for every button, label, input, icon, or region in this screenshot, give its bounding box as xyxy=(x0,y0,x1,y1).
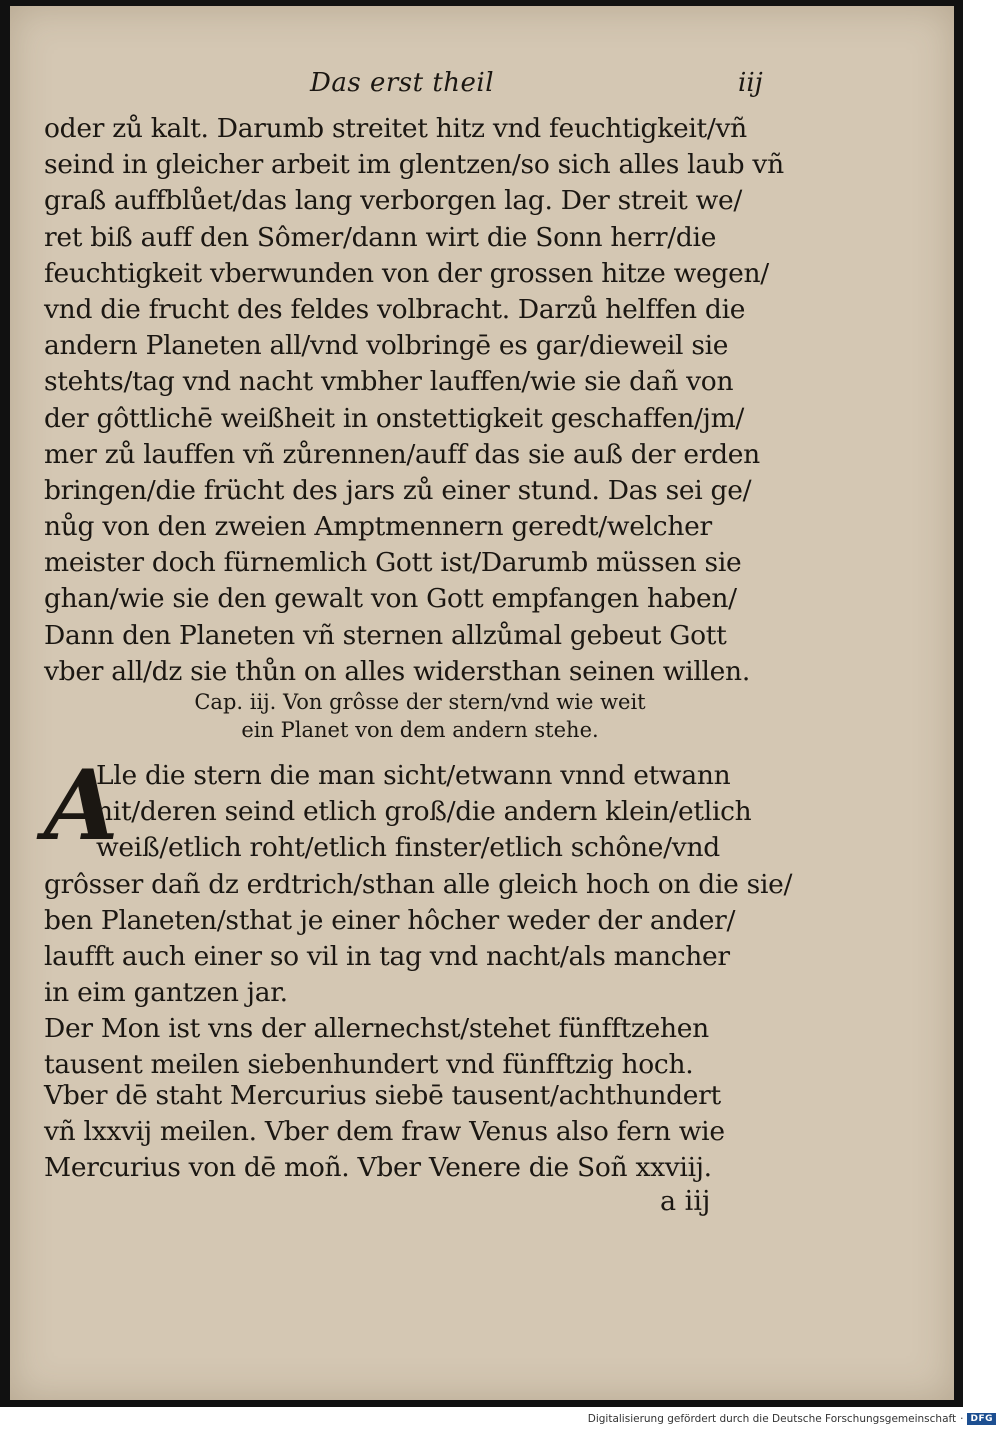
text-line: bringen/die frücht des jars zů einer stund. Das sei ge∕ xyxy=(44,474,752,506)
text-line: tausent meilen siebenhundert vnd fünfftzig hoch. xyxy=(44,1049,694,1081)
text-line: meister doch fürnemlich Gott ist/Darumb müssen sie xyxy=(44,547,742,579)
book-page xyxy=(10,6,954,1400)
text-line: nůg von den zweien Amptmennern geredt/welcher xyxy=(44,511,712,543)
text-line: feuchtigkeit vberwunden von der grossen hitze wegen/ xyxy=(44,257,769,289)
footer-credit: Digitalisierung gefördert durch die Deutsche Forschungsgemeinschaft xyxy=(587,1413,957,1425)
text-line: vnd die frucht des feldes volbracht. Darzů helffen die xyxy=(44,293,746,325)
text-line: ben Planeten/sthat je einer hôcher weder der ander/ xyxy=(44,904,736,936)
text-line: andern Planeten all/vnd volbringē es gar/dieweil sie xyxy=(44,330,729,362)
text-line: ghan/wie sie den gewalt von Gott empfangen haben/ xyxy=(44,583,737,615)
text-line: weiß/etlich roht/etlich finster/etlich schône/vnd xyxy=(96,832,720,864)
chapter-heading-line: Cap. iij. Von grôsse der stern/vnd wie weit xyxy=(194,690,646,714)
footer-separator: · xyxy=(960,1413,964,1425)
text-line: vñ lxxvij meilen. Vber dem fraw Venus also fern wie xyxy=(44,1116,725,1148)
text-line: Vber dē staht Mercurius siebē tausent/achthundert xyxy=(44,1080,721,1111)
text-line: Dann den Planeten vñ sternen allzůmal gebeut Gott xyxy=(44,619,727,651)
dfg-logo-icon: DFG xyxy=(967,1413,996,1425)
page-number: iij xyxy=(738,68,763,98)
text-line: stehts/tag vnd nacht vmbher lauffen/wie sie dañ von xyxy=(44,366,734,398)
text-line: Der Mon ist vns der allernechst/stehet fünfftzehen xyxy=(44,1013,709,1044)
digitization-footer xyxy=(588,1410,996,1428)
text-line: Mercurius von dē moñ. Vber Venere die Soñ xxviij. xyxy=(44,1152,712,1184)
text-line: vber all/dz sie thůn on alles widersthan seinen willen. xyxy=(44,655,750,687)
catchword: a iij xyxy=(660,1186,711,1217)
chapter-heading xyxy=(110,688,730,744)
text-block-4 xyxy=(44,1078,804,1187)
text-line: ret biß auff den Sômer/dann wirt die Sonn herr/die xyxy=(44,221,717,253)
text-line: Lle die stern die man sicht/etwann vnnd etwann xyxy=(96,760,731,791)
text-line: in eim gantzen jar. xyxy=(44,977,288,1009)
text-line: der gôttlichē weißheit in onstettigkeit geschaffen/jm∕ xyxy=(44,402,745,434)
running-title: Das erst theil xyxy=(310,68,495,98)
text-line: nit/deren seind etlich groß/die andern klein/etlich xyxy=(96,796,752,828)
text-line: oder zů kalt. Darumb streitet hitz vnd feuchtigkeit/vñ xyxy=(44,113,747,144)
chapter-heading-line: ein Planet von dem andern stehe. xyxy=(241,718,599,742)
drop-cap: A xyxy=(44,749,119,862)
text-line: mer zů lauffen vñ zůrennen/auff das sie auß der erden xyxy=(44,438,760,470)
text-block-3 xyxy=(44,1011,804,1083)
text-line: graß auffblůet/das lang verborgen lag. Der streit we∕ xyxy=(44,185,743,217)
running-head xyxy=(10,64,954,104)
text-line: laufft auch einer so vil in tag vnd nacht/als mancher xyxy=(44,940,730,972)
text-line: grôsser dañ dz erdtrich/sthan alle gleich hoch on die sie∕ xyxy=(44,868,793,900)
text-block-2 xyxy=(44,749,804,1011)
text-line: seind in gleicher arbeit im glentzen/so sich alles laub vñ xyxy=(44,149,784,181)
text-block-1 xyxy=(44,111,804,690)
